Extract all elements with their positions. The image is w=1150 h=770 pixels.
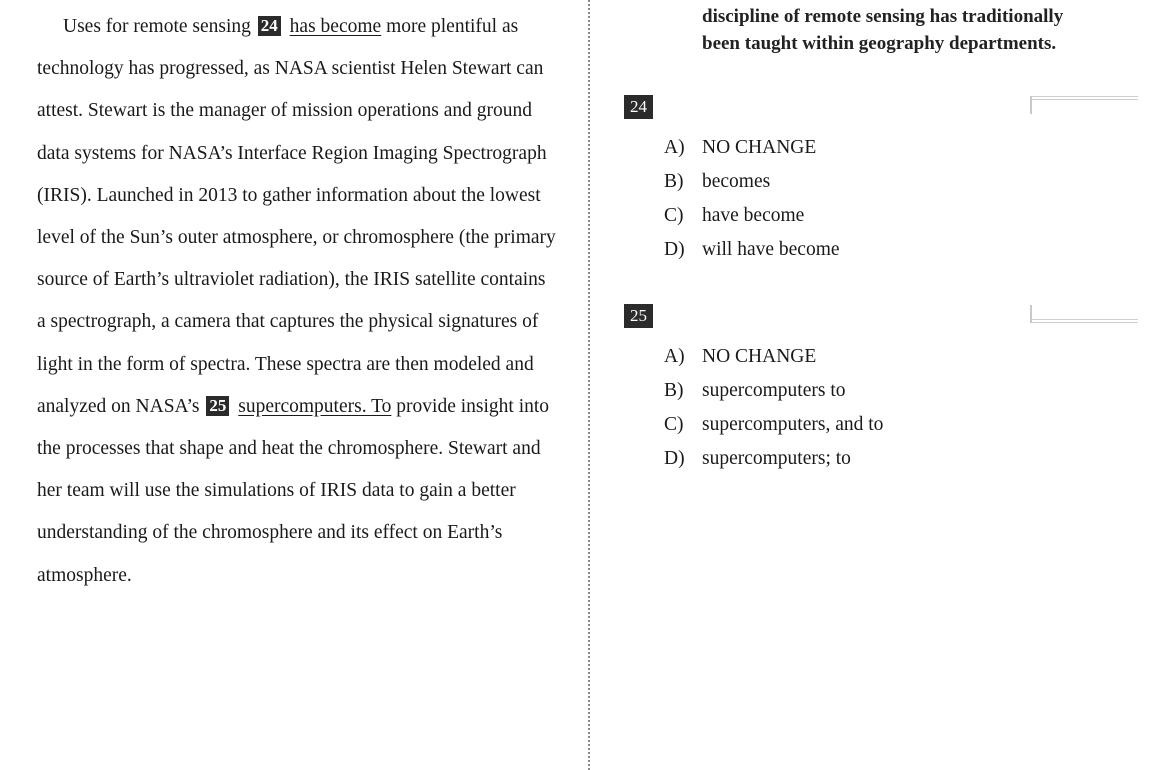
option-25-c[interactable] [664,408,1144,442]
answer-box-25[interactable] [1030,305,1138,323]
option-text: supercomputers to [702,380,846,401]
option-letter: C) [664,205,684,226]
option-25-b[interactable] [664,374,1144,408]
option-letter: D) [664,448,685,469]
passage-paragraph [37,6,557,597]
option-25-a[interactable] [664,340,1144,374]
continued-text-line-2: been taught within geography departments. [702,33,1057,54]
option-text: supercomputers; to [702,448,851,469]
question-marker-25[interactable]: 25 [206,396,229,416]
option-25-d[interactable] [664,442,1144,476]
answer-options-25 [664,340,1144,476]
underlined-phrase-25[interactable]: supercomputers. To [238,395,392,417]
question-number-25: 25 [624,304,653,328]
question-24 [624,95,1144,267]
underlined-phrase-24[interactable]: has become [289,16,382,37]
option-24-b[interactable] [664,165,1144,199]
continued-text [702,3,1063,57]
answer-box-24[interactable] [1030,96,1138,114]
option-text: will have become [702,239,840,260]
passage-text-3: provide insight into the processes that shape and heat the chromosphere. Stewart and her team will use the simulations of IRIS data to gain a better understanding of the chromosphere and its effect on Earth’s atmosphere. [37,395,550,586]
option-text: have become [702,205,805,226]
question-25 [624,304,1144,476]
option-letter: B) [664,380,684,401]
answer-box-line [1032,99,1138,100]
question-number-24: 24 [624,95,653,119]
option-letter: B) [664,171,684,192]
answer-options-24 [664,131,1144,267]
answer-box-line [1032,319,1138,320]
passage [37,6,557,597]
option-letter: A) [664,137,685,158]
option-letter: A) [664,346,685,367]
option-24-a[interactable] [664,131,1144,165]
answer-box-line [1032,322,1138,323]
option-24-c[interactable] [664,199,1144,233]
option-text: supercomputers, and to [702,414,884,435]
question-marker-24[interactable]: 24 [258,16,281,36]
option-letter: C) [664,414,684,435]
continued-text-line-1: discipline of remote sensing has traditionally [702,6,1064,27]
option-24-d[interactable] [664,233,1144,267]
option-text: becomes [702,171,771,192]
option-letter: D) [664,239,685,260]
option-text: NO CHANGE [702,346,817,367]
answer-box-edge [1030,305,1032,323]
passage-text-2: more plentiful as technology has progressed, as NASA scientist Helen Stewart can attest. Stewart is the manager of mission operations and ground data systems for NASA’s Interface Region Imaging Spectrograph (IRIS). Launched in 2013 to gather information about the lowest level of the Sun’s outer atmosphere, or chromosphere (the primary source of Earth’s ultraviolet radiation), the IRIS satellite contains a spectrograph, a camera that captures the physical signatures of light in the form of spectra. These spectra are then modeled and analyzed on NASA’s [37,16,556,417]
answer-box-line [1032,96,1138,97]
passage-text-1: Uses for remote sensing [63,16,251,37]
column-divider [588,0,590,770]
option-text: NO CHANGE [702,137,817,158]
